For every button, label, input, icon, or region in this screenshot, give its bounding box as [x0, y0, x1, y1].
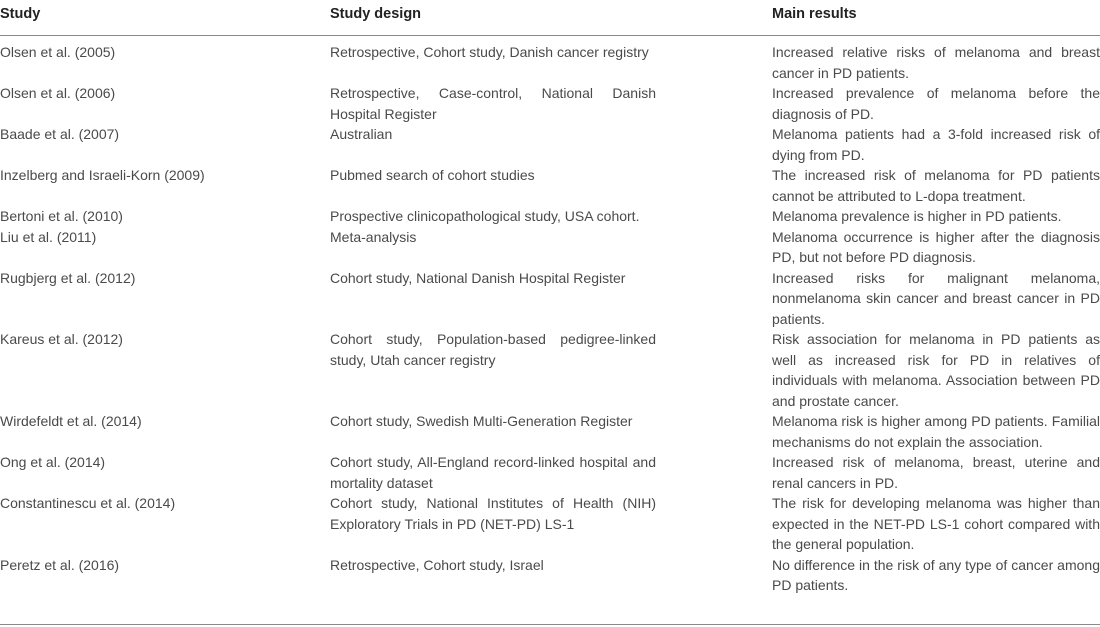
results-cell: Increased relative risks of melanoma and breast cancer in PD patients.: [772, 44, 1100, 81]
header-study: Study: [0, 0, 330, 36]
table-row: [0, 165, 1100, 206]
design-cell: Cohort study, All-England record-linked hospital and mortality dataset: [330, 454, 656, 491]
results-cell: Increased risk of melanoma, breast, uterine and renal cancers in PD.: [772, 454, 1100, 491]
results-cell: Increased risks for malignant melanoma, nonmelanoma skin cancer and breast cancer in PD patients.: [772, 269, 1100, 327]
study-cell: Baade et al. (2007): [0, 126, 120, 142]
study-cell: Rugbjerg et al. (2012): [0, 269, 136, 286]
results-cell: Melanoma patients had a 3-fold increased risk of dying from PD.: [772, 126, 1100, 163]
header-study-design: Study design: [330, 0, 772, 36]
table-bottom-rule: [0, 624, 1100, 625]
design-cell: Pubmed search of cohort studies: [330, 167, 535, 183]
table-row: [0, 493, 1100, 555]
results-cell: Increased prevalence of melanoma before the diagnosis of PD.: [772, 85, 1100, 122]
design-cell: Retrospective, Case-control, National Danish Hospital Register: [330, 85, 656, 122]
table-row: [0, 452, 1100, 493]
design-cell: Retrospective, Cohort study, Israel: [330, 556, 544, 573]
study-cell: Inzelberg and Israeli-Korn (2009): [0, 167, 205, 183]
design-cell: Cohort study, Swedish Multi-Generation Register: [330, 413, 633, 429]
study-cell: Liu et al. (2011): [0, 228, 97, 245]
results-cell: No difference in the risk of any type of cancer among PD patients.: [772, 556, 1100, 593]
design-cell: Cohort study, National Danish Hospital Register: [330, 269, 626, 286]
results-cell: Risk association for melanoma in PD patients as well as increased risk for PD in relatives of individuals with melanoma. Association between PD and prostate cancer.: [772, 331, 1100, 409]
results-cell: Melanoma risk is higher among PD patients. Familial mechanisms do not explain the association.: [772, 413, 1100, 450]
design-cell: Meta-analysis: [330, 228, 417, 245]
results-cell: The risk for developing melanoma was higher than expected in the NET-PD LS-1 cohort compared with the general population.: [772, 495, 1100, 552]
design-cell: Australian: [330, 126, 393, 142]
study-cell: Ong et al. (2014): [0, 454, 106, 470]
table-row: [0, 36, 1100, 84]
table-row: [0, 227, 1100, 268]
study-cell: Olsen et al. (2005): [0, 44, 116, 60]
study-cell: Constantinescu et al. (2014): [0, 495, 176, 511]
table-row: [0, 83, 1100, 124]
results-cell: Melanoma occurrence is higher after the diagnosis PD, but not before PD diagnosis.: [772, 228, 1100, 265]
study-cell: Olsen et al. (2006): [0, 85, 116, 101]
table-row: [0, 555, 1100, 596]
table-header: [0, 0, 1100, 36]
results-cell: The increased risk of melanoma for PD patients cannot be attributed to L-dopa treatment.: [772, 167, 1100, 204]
header-main-results: Main results: [772, 0, 1100, 36]
design-cell: Retrospective, Cohort study, Danish cancer registry: [330, 44, 649, 60]
table-row: [0, 268, 1100, 330]
table-row: [0, 124, 1100, 165]
results-cell: Melanoma prevalence is higher in PD patients.: [772, 208, 1062, 224]
study-cell: Kareus et al. (2012): [0, 331, 123, 347]
design-cell: Cohort study, Population-based pedigree-linked study, Utah cancer registry: [330, 331, 656, 368]
design-cell: Prospective clinicopathological study, USA cohort.: [330, 208, 640, 224]
design-cell: Cohort study, National Institutes of Health (NIH) Exploratory Trials in PD (NET-PD) LS-1: [330, 495, 656, 532]
table-row: [0, 329, 1100, 411]
header-row: [0, 0, 1100, 36]
table-row: [0, 206, 1100, 227]
study-cell: Bertoni et al. (2010): [0, 208, 123, 224]
table-row: [0, 411, 1100, 452]
study-cell: Peretz et al. (2016): [0, 556, 120, 573]
table-body: [0, 36, 1100, 596]
study-cell: Wirdefeldt et al. (2014): [0, 413, 142, 429]
